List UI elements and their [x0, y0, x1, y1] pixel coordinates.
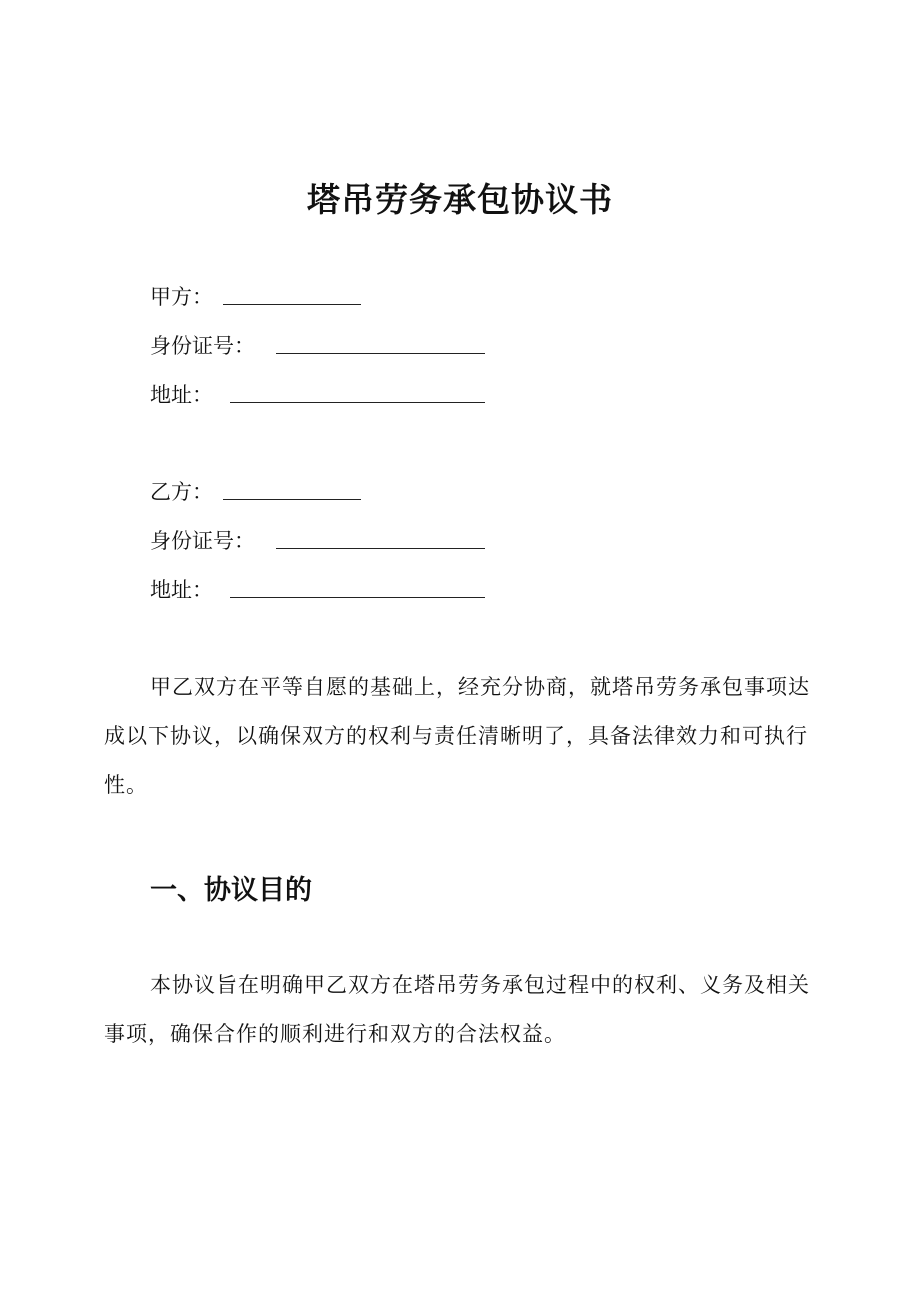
party-a-id-label: 身份证号：: [150, 334, 255, 358]
intro-paragraph: 甲乙双方在平等自愿的基础上，经充分协商，就塔吊劳务承包事项达成以下协议，以确保双方的权利与责任清晰明了，具备法律效力和可执行性。: [104, 675, 810, 797]
party-b-id-label: 身份证号：: [150, 529, 255, 553]
party-a-name-blank[interactable]: [223, 304, 361, 305]
party-b-address-label: 地址：: [150, 578, 213, 602]
section-1-heading: 一、协议目的: [150, 875, 312, 906]
party-a-address-blank[interactable]: [230, 402, 485, 403]
section-1-body: 本协议旨在明确甲乙双方在塔吊劳务承包过程中的权利、义务及相关事项，确保合作的顺利进行和双方的合法权益。: [104, 973, 810, 1046]
party-b-id-field: [150, 526, 490, 556]
party-a-address-label: 地址：: [150, 383, 213, 407]
party-b-name-label: 乙方：: [150, 480, 213, 504]
party-a-name-field: [150, 282, 410, 312]
party-a-address-field: [150, 380, 490, 410]
party-b-name-blank[interactable]: [223, 499, 361, 500]
party-b-name-field: [150, 477, 410, 507]
party-a-name-label: 甲方：: [150, 285, 213, 309]
document-title: 塔吊劳务承包协议书: [307, 180, 613, 219]
party-b-id-blank[interactable]: [276, 548, 485, 549]
party-b-address-field: [150, 575, 490, 605]
party-b-address-blank[interactable]: [230, 597, 485, 598]
party-a-id-field: [150, 331, 490, 361]
party-a-id-blank[interactable]: [276, 353, 485, 354]
